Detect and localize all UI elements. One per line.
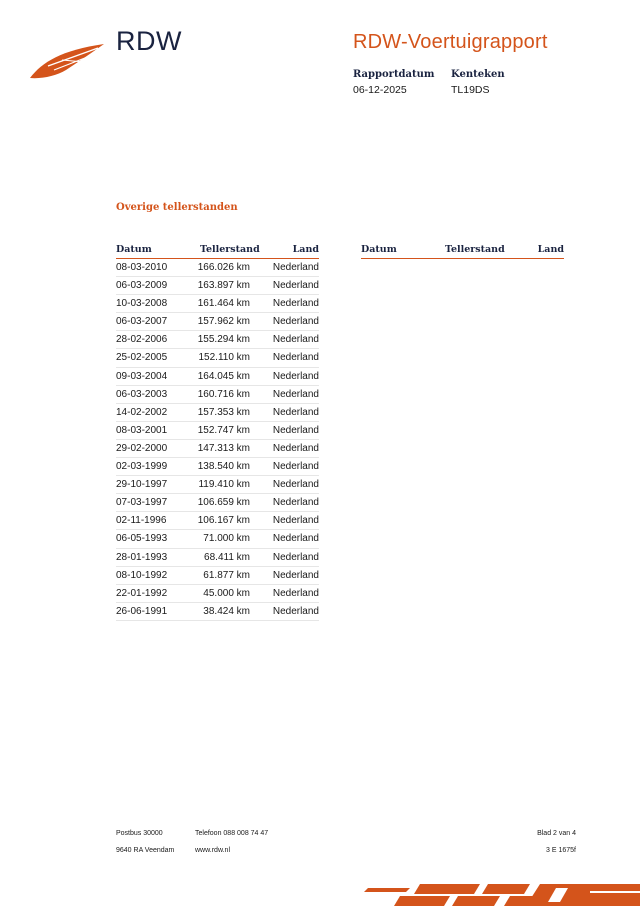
- cell-date: 25-02-2005: [116, 352, 168, 364]
- table-row: [116, 313, 319, 331]
- cell-odometer: 157.353 km: [197, 406, 250, 418]
- footer-code: 3 E 1675f: [546, 847, 576, 854]
- report-date-label: Rapportdatum: [353, 69, 435, 80]
- plate-value: TL19DS: [451, 84, 490, 96]
- plate-label: Kenteken: [451, 69, 505, 80]
- cell-country: Nederland: [272, 533, 319, 545]
- column-header-country: Land: [537, 244, 564, 255]
- cell-country: Nederland: [272, 515, 319, 527]
- table-row: [116, 585, 319, 603]
- cell-date: 28-02-2006: [116, 334, 168, 346]
- column-header-date: Datum: [361, 244, 397, 255]
- table-header: [116, 244, 319, 259]
- cell-country: Nederland: [272, 370, 319, 382]
- cell-date: 29-02-2000: [116, 442, 168, 454]
- column-header-odometer: Tellerstand: [445, 244, 505, 255]
- cell-odometer: 157.962 km: [197, 316, 250, 328]
- cell-country: Nederland: [272, 497, 319, 509]
- table-row: [116, 277, 319, 295]
- cell-odometer: 38.424 km: [203, 605, 250, 617]
- cell-date: 09-03-2004: [116, 370, 168, 382]
- cell-odometer: 106.659 km: [197, 497, 250, 509]
- cell-date: 07-03-1997: [116, 497, 168, 509]
- cell-odometer: 160.716 km: [197, 388, 250, 400]
- cell-date: 06-03-2003: [116, 388, 168, 400]
- cell-odometer: 45.000 km: [203, 587, 250, 599]
- cell-odometer: 138.540 km: [197, 461, 250, 473]
- cell-country: Nederland: [272, 424, 319, 436]
- cell-odometer: 161.464 km: [197, 298, 250, 310]
- column-header-odometer: Tellerstand: [200, 244, 260, 255]
- cell-odometer: 61.877 km: [203, 569, 250, 581]
- cell-date: 14-02-2002: [116, 406, 168, 418]
- cell-date: 29-10-1997: [116, 479, 168, 491]
- cell-country: Nederland: [272, 587, 319, 599]
- cell-date: 06-03-2007: [116, 316, 168, 328]
- table-row: [116, 404, 319, 422]
- table-body: [116, 259, 319, 621]
- cell-date: 08-03-2010: [116, 262, 168, 273]
- column-header-date: Datum: [116, 244, 152, 255]
- footer-website[interactable]: www.rdw.nl: [195, 847, 231, 854]
- cell-date: 02-03-1999: [116, 461, 168, 473]
- cell-odometer: 166.026 km: [197, 262, 250, 273]
- cell-country: Nederland: [272, 298, 319, 310]
- table-row: [116, 530, 319, 548]
- table-row: [116, 494, 319, 512]
- cell-date: 08-03-2001: [116, 424, 168, 436]
- cell-country: Nederland: [272, 262, 319, 273]
- cell-odometer: 71.000 km: [203, 533, 250, 545]
- table-row: [116, 567, 319, 585]
- cell-country: Nederland: [272, 569, 319, 581]
- cell-country: Nederland: [272, 406, 319, 418]
- cell-odometer: 106.167 km: [197, 515, 250, 527]
- cell-date: 08-10-1992: [116, 569, 168, 581]
- cell-odometer: 152.110 km: [198, 352, 250, 364]
- table-row: [116, 422, 319, 440]
- cell-date: 06-03-2009: [116, 280, 168, 292]
- table-row: [116, 603, 319, 621]
- table-row: [116, 259, 319, 277]
- odometer-table-left: [116, 244, 319, 621]
- cell-country: Nederland: [272, 280, 319, 292]
- cell-date: 22-01-1992: [116, 587, 168, 599]
- cell-odometer: 68.411 km: [204, 551, 250, 563]
- table-row: [116, 440, 319, 458]
- cell-odometer: 163.897 km: [197, 280, 250, 292]
- cell-odometer: 119.410 km: [198, 479, 250, 491]
- cell-date: 10-03-2008: [116, 298, 168, 310]
- cell-country: Nederland: [272, 388, 319, 400]
- odometer-table-right: [361, 244, 564, 259]
- logo-text: RDW: [116, 26, 182, 56]
- cell-odometer: 147.313 km: [197, 442, 250, 454]
- cell-country: Nederland: [272, 605, 319, 617]
- rdw-stripes-icon: [360, 880, 640, 906]
- cell-country: Nederland: [272, 551, 319, 563]
- rdw-logo-icon: [28, 40, 106, 82]
- table-row: [116, 368, 319, 386]
- table-header: [361, 244, 564, 259]
- cell-odometer: 152.747 km: [197, 424, 250, 436]
- cell-odometer: 155.294 km: [197, 334, 250, 346]
- cell-country: Nederland: [272, 442, 319, 454]
- cell-date: 28-01-1993: [116, 551, 168, 563]
- cell-country: Nederland: [272, 316, 319, 328]
- cell-country: Nederland: [272, 334, 319, 346]
- table-row: [116, 331, 319, 349]
- cell-odometer: 164.045 km: [197, 370, 250, 382]
- table-row: [116, 458, 319, 476]
- cell-date: 06-05-1993: [116, 533, 168, 545]
- table-row: [116, 386, 319, 404]
- column-header-country: Land: [292, 244, 319, 255]
- cell-country: Nederland: [272, 352, 319, 364]
- footer-address-line1: Postbus 30000: [116, 830, 163, 837]
- table-row: [116, 295, 319, 313]
- section-title: Overige tellerstanden: [116, 202, 238, 213]
- cell-date: 02-11-1996: [116, 515, 167, 527]
- table-row: [116, 549, 319, 567]
- cell-date: 26-06-1991: [116, 605, 168, 617]
- cell-country: Nederland: [272, 479, 319, 491]
- table-row: [116, 476, 319, 494]
- table-row: [116, 512, 319, 530]
- report-title: RDW-Voertuigrapport: [353, 31, 548, 53]
- footer-phone: Telefoon 088 008 74 47: [195, 830, 269, 837]
- cell-country: Nederland: [272, 461, 319, 473]
- footer-address-line2: 9640 RA Veendam: [116, 847, 175, 854]
- footer-page-number: Blad 2 van 4: [537, 830, 576, 837]
- report-date-value: 06-12-2025: [353, 84, 407, 96]
- table-row: [116, 349, 319, 367]
